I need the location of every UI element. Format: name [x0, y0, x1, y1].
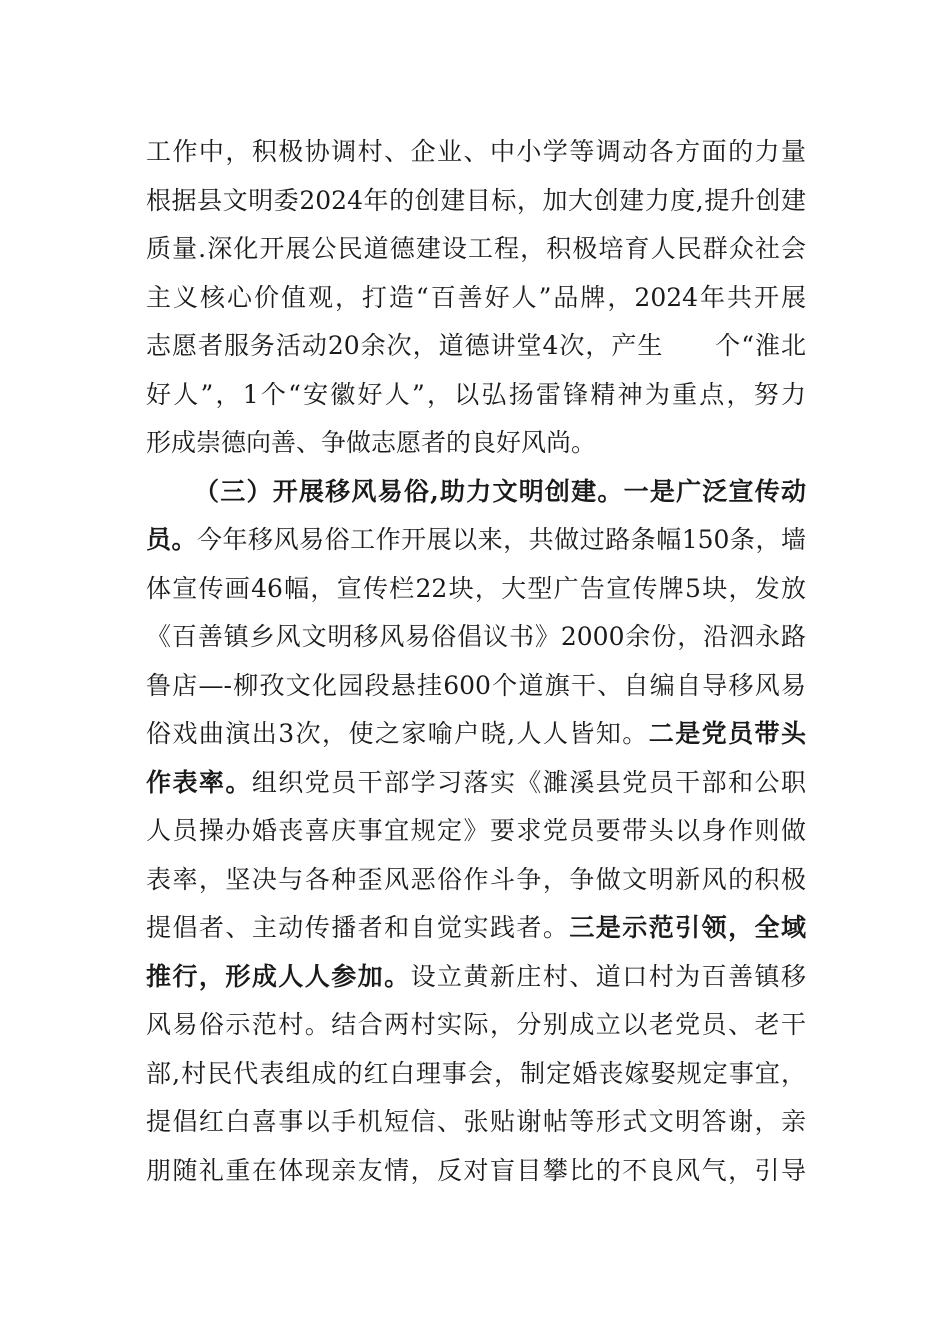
- text-segment: 提倡者、主动传播者和自觉实践者。: [146, 913, 570, 942]
- paragraph-line: [146, 710, 806, 759]
- paragraph-line: [146, 1001, 806, 1050]
- bold-text-segment: 三是示范引领，全域: [569, 913, 806, 942]
- text-segment: 组织党员干部学习落实《濉溪县党员干部和公职: [251, 767, 806, 797]
- text-segment: 俗戏曲演出3次，使之家喻户晓,人人皆知。: [146, 719, 649, 748]
- paragraph-line: [146, 322, 806, 371]
- text-segment: 设立黄新庄村、道口村为百善镇移: [410, 961, 806, 991]
- text-segment: 志愿者服务活动20余次，道德讲堂4次，产生 个“淮北: [146, 331, 806, 360]
- text-segment: 形成崇德向善、争做志愿者的良好风尚。: [146, 428, 597, 457]
- bold-text-segment: 员。: [146, 525, 198, 554]
- paragraph-line: [146, 904, 806, 953]
- bold-text-segment: 作表率。: [146, 767, 252, 797]
- text-segment: 朋随礼重在体现亲友情，反对盲目攀比的不良风气，引导: [146, 1155, 806, 1185]
- paragraph-line: [146, 274, 806, 323]
- paragraph-line: [146, 856, 806, 905]
- text-segment: 鲁店—-柳孜文化园段悬挂600个道旗干、自编自导移风易: [146, 670, 806, 700]
- paragraph-line: [146, 419, 806, 468]
- text-segment: 工作中，积极协调村、企业、中小学等调动各方面的力量: [146, 137, 806, 166]
- paragraph-line: [146, 807, 806, 856]
- text-segment: 好人”，1个“安徽好人”，以弘扬雷锋精神为重点，努力: [146, 379, 806, 409]
- document-body: [146, 128, 806, 1195]
- paragraph-line: [146, 1098, 806, 1147]
- text-segment: 部,村民代表组成的红白理事会，制定婚丧嫁娶规定事宜，: [146, 1058, 806, 1088]
- bold-text-segment: （三）开展移风易俗,助力文明创建。一是广泛宣传动: [194, 476, 806, 506]
- paragraph-line: [146, 613, 806, 662]
- paragraph-line: [146, 177, 806, 226]
- text-segment: 《百善镇乡风文明移风易俗倡议书》2000余份，沿泗永路: [146, 622, 806, 651]
- section-heading-line: [146, 468, 806, 517]
- text-segment: 根据县文明委2024年的创建目标，加大创建力度,提升创建: [146, 185, 806, 215]
- paragraph-line: [146, 759, 806, 808]
- text-segment: 今年移风易俗工作开展以来，共做过路条幅150条，墙: [197, 525, 806, 554]
- paragraph-line: [146, 1147, 806, 1196]
- paragraph-line: [146, 953, 806, 1002]
- text-segment: 风易俗示范村。结合两村实际，分别成立以老党员、老干: [146, 1010, 806, 1039]
- paragraph-line: [146, 516, 806, 565]
- paragraph-line: [146, 128, 806, 177]
- text-segment: 表率，坚决与各种歪风恶俗作斗争，争做文明新风的积极: [146, 864, 806, 894]
- paragraph-line: [146, 1050, 806, 1099]
- bold-text-segment: 二是党员带头: [648, 719, 806, 748]
- paragraph-line: [146, 225, 806, 274]
- text-segment: 体宣传画46幅，宣传栏22块，大型广告宣传牌5块，发放: [146, 573, 806, 603]
- text-segment: 质量.深化开展公民道德建设工程，积极培育人民群众社会: [146, 234, 806, 263]
- paragraph-line: [146, 371, 806, 420]
- paragraph-line: [146, 662, 806, 711]
- bold-text-segment: 推行，形成人人参加。: [146, 961, 411, 991]
- paragraph-line: [146, 565, 806, 614]
- text-segment: 主义核心价值观，打造“百善好人”品牌，2024年共开展: [146, 282, 806, 312]
- text-segment: 提倡红白喜事以手机短信、张贴谢帖等形式文明答谢，亲: [146, 1107, 806, 1136]
- text-segment: 人员操办婚丧喜庆事宜规定》要求党员要带头以身作则做: [146, 816, 806, 845]
